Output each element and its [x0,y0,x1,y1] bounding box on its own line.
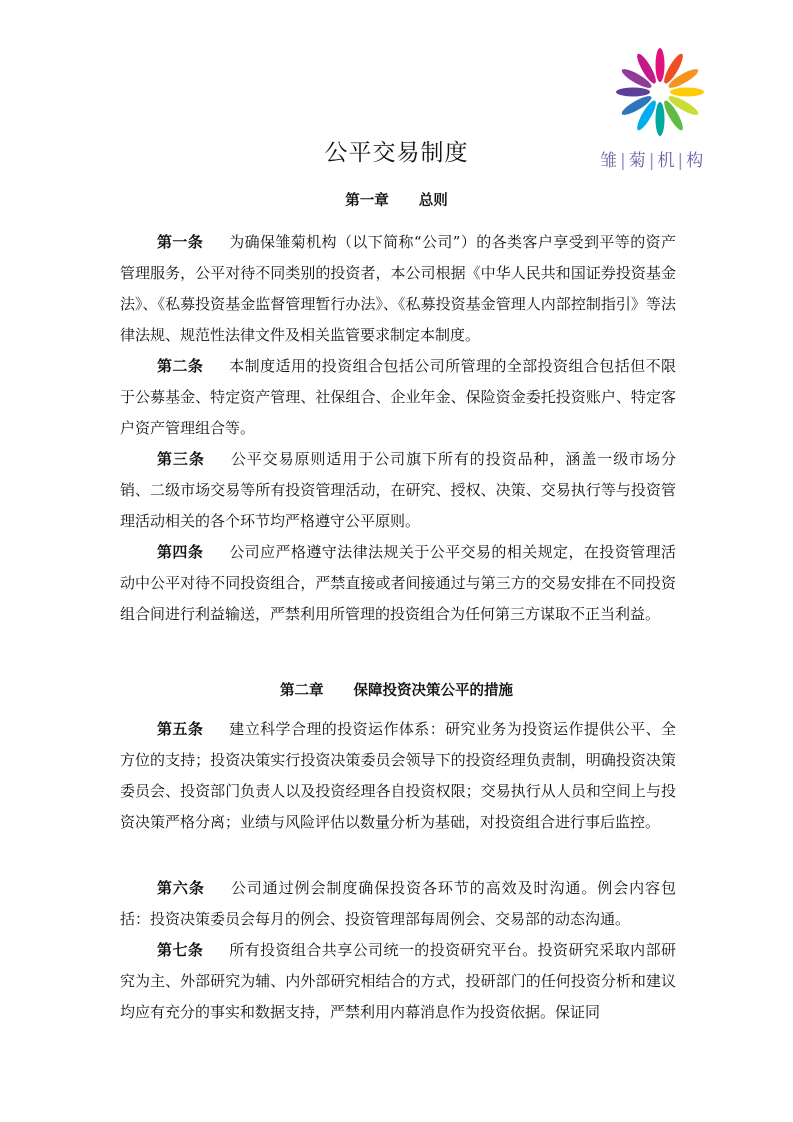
article-number: 第三条 [157,450,205,468]
article-paragraph [120,873,676,935]
petal [656,48,665,82]
logo-char: 机 [657,151,676,171]
logo-char: 菊 [628,151,647,171]
article-text: 为确保雏菊机构（以下简称“公司”）的各类客户享受到平等的资产管理服务，公平对待不同类别的投资者，本公司根据《中华人民共和国证券投资基金法》、《私募投资基金监督管理暂行办法》、《私募投资基金管理人内部控制指引》等法律法规、规范性法律文件及相关监管要求制定本制度。 [120,233,676,344]
document-title: 公平交易制度 [324,140,469,166]
petal [670,88,704,97]
article-text: 公平交易原则适用于公司旗下所有的投资品种，涵盖一级市场分销、二级市场交易等所有投资管理活动，在研究、授权、决策、交易执行等与投资管理活动相关的各个环节均严格遵守公平原则。 [120,450,676,530]
logo-char: 构 [686,151,705,171]
chapter-heading [0,679,793,700]
article-number: 第六条 [157,879,205,897]
article-text: 建立科学合理的投资运作体系：研究业务为投资运作提供公平、全方位的支持；投资决策实行投资决策委员会领导下的投资经理负责制，明确投资决策委员会、投资部门负责人以及投资经理各自投资权限；交易执行从人员和空间上与投资决策严格分离；业绩与风险评估以数量分析为基础，对投资组合进行事后监控。 [120,720,676,831]
article-paragraph [120,227,676,351]
article-paragraph [120,351,676,444]
article-text: 公司通过例会制度确保投资各环节的高效及时沟通。例会内容包括：投资决策委员会每月的例会、投资管理部每周例会、交易部的动态沟通。 [120,879,676,928]
article-number: 第二条 [157,357,204,375]
chapter-heading [0,189,793,210]
article-number: 第一条 [157,233,204,251]
article-text: 所有投资组合共享公司统一的投资研究平台。投资研究采取内部研究为主、外部研究为辅、内外部研究相结合的方式，投研部门的任何投资分析和建议均应有充分的事实和数据支持，严禁利用内幕消息作为投资依据。保证同 [120,941,676,1021]
article-number: 第七条 [157,941,204,959]
chapter-title: 保障投资决策公平的措施 [353,683,513,699]
article-text: 本制度适用的投资组合包括公司所管理的全部投资组合包括但不限于公募基金、特定资产管理、社保组合、企业年金、保险资金委托投资账户、特定客户资产管理组合等。 [120,357,676,437]
petal [656,102,665,136]
article-paragraph [120,935,676,1028]
chapter-title: 总则 [418,193,448,209]
article-number: 第四条 [157,543,204,561]
logo-wordmark: 雏 | 菊 | 机 | 构 [600,151,705,171]
article-paragraph [120,444,676,537]
article-paragraph [120,714,676,838]
article-paragraph [120,537,676,630]
logo-char: 雏 [600,151,618,171]
daisy-flower-icon [610,42,710,142]
chapter-number: 第一章 [345,193,389,209]
petal [616,88,650,97]
chapter-number: 第二章 [280,683,324,699]
article-text: 公司应严格遵守法律法规关于公平交易的相关规定，在投资管理活动中公平对待不同投资组合，严禁直接或者间接通过与第三方的交易安排在不同投资组合间进行利益输送，严禁利用所管理的投资组合为任何第三方谋取不正当利益。 [120,543,676,623]
article-number: 第五条 [157,720,204,738]
